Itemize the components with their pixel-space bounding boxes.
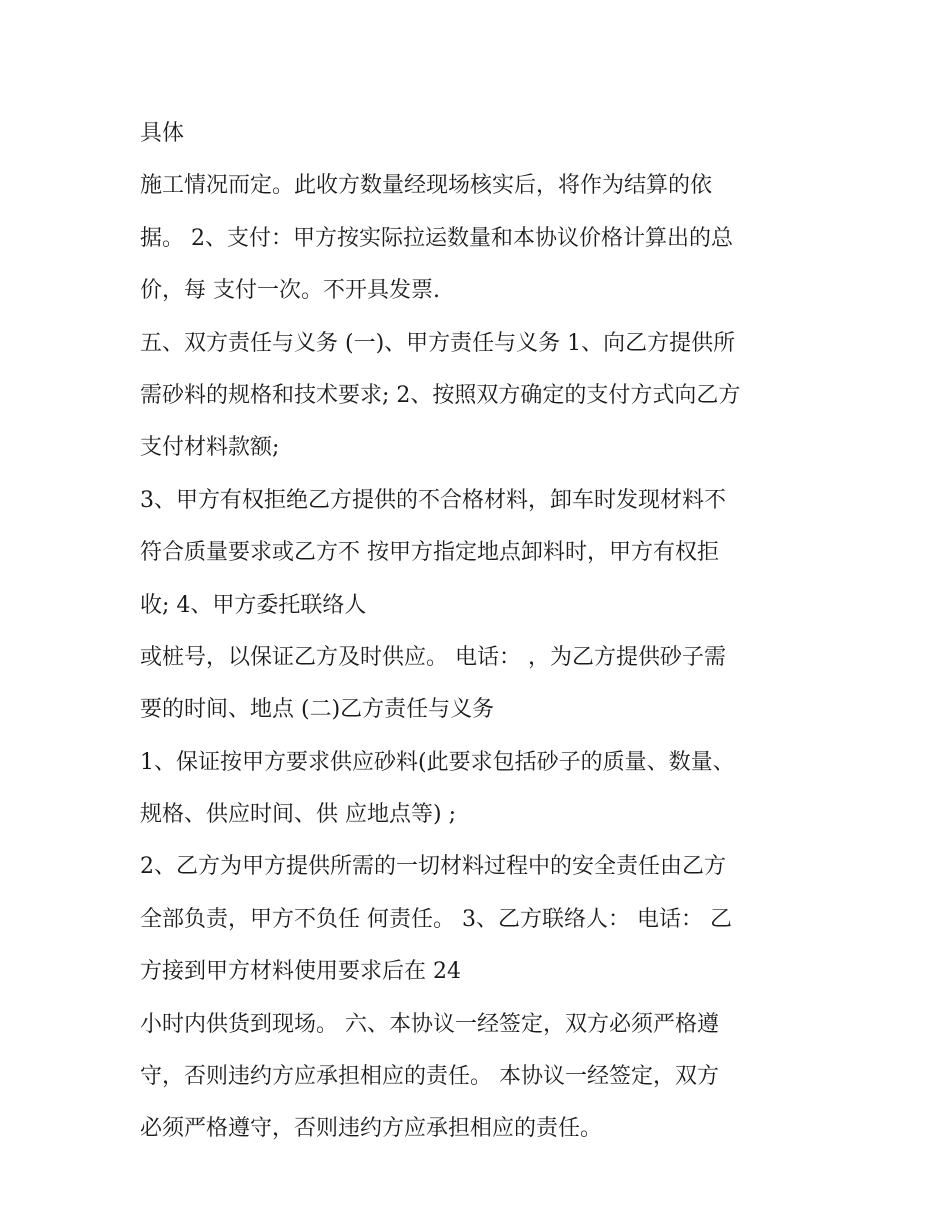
text-line: 需砂料的规格和技术要求; 2、按照双方确定的支付方式向乙方 bbox=[140, 382, 741, 408]
text-line: 具体 bbox=[140, 121, 185, 146]
text-line: 支付材料款额; bbox=[140, 435, 280, 461]
text-line: 要的时间、地点 (二)乙方责任与义务 bbox=[140, 697, 495, 723]
text-line: 2、乙方为甲方提供所需的一切材料过程中的安全责任由乙方 bbox=[140, 854, 726, 880]
text-line: 方接到甲方材料使用要求后在 24 bbox=[140, 959, 461, 985]
text-line: 3、甲方有权拒绝乙方提供的不合格材料，卸车时发现材料不 bbox=[140, 487, 726, 513]
body-text bbox=[140, 108, 820, 1156]
text-line: 必须严格遵守，否则违约方应承担相应的责任。 bbox=[140, 1116, 603, 1142]
text-line: 规格、供应时间、供 应地点等) ; bbox=[140, 802, 456, 828]
text-line: 据。 2、支付：甲方按实际拉运数量和本协议价格计算出的总 bbox=[140, 225, 733, 251]
text-line: 全部负责，甲方不负任 何责任。 3、乙方联络人： 电话： 乙 bbox=[140, 906, 732, 932]
text-line: 收; 4、甲方委托联络人 bbox=[140, 592, 367, 618]
text-line: 小时内供货到现场。 六、本协议一经签定，双方必须严格遵 bbox=[140, 1011, 719, 1037]
text-line: 守，否则违约方应承担相应的责任。 本协议一经签定，双方 bbox=[140, 1064, 719, 1090]
text-line: 1、保证按甲方要求供应砂料(此要求包括砂子的质量、数量、 bbox=[140, 749, 735, 775]
text-line: 价，每 支付一次。不开具发票. bbox=[140, 278, 440, 304]
text-line: 五、双方责任与义务 (一)、甲方责任与义务 1、向乙方提供所 bbox=[140, 330, 736, 356]
text-line: 符合质量要求或乙方不 按甲方指定地点卸料时，甲方有权拒 bbox=[140, 540, 719, 566]
text-line: 或桩号，以保证乙方及时供应。 电话： ，为乙方提供砂子需 bbox=[140, 644, 726, 670]
text-line: 施工情况而定。此收方数量经现场核实后，将作为结算的依 bbox=[140, 173, 713, 199]
